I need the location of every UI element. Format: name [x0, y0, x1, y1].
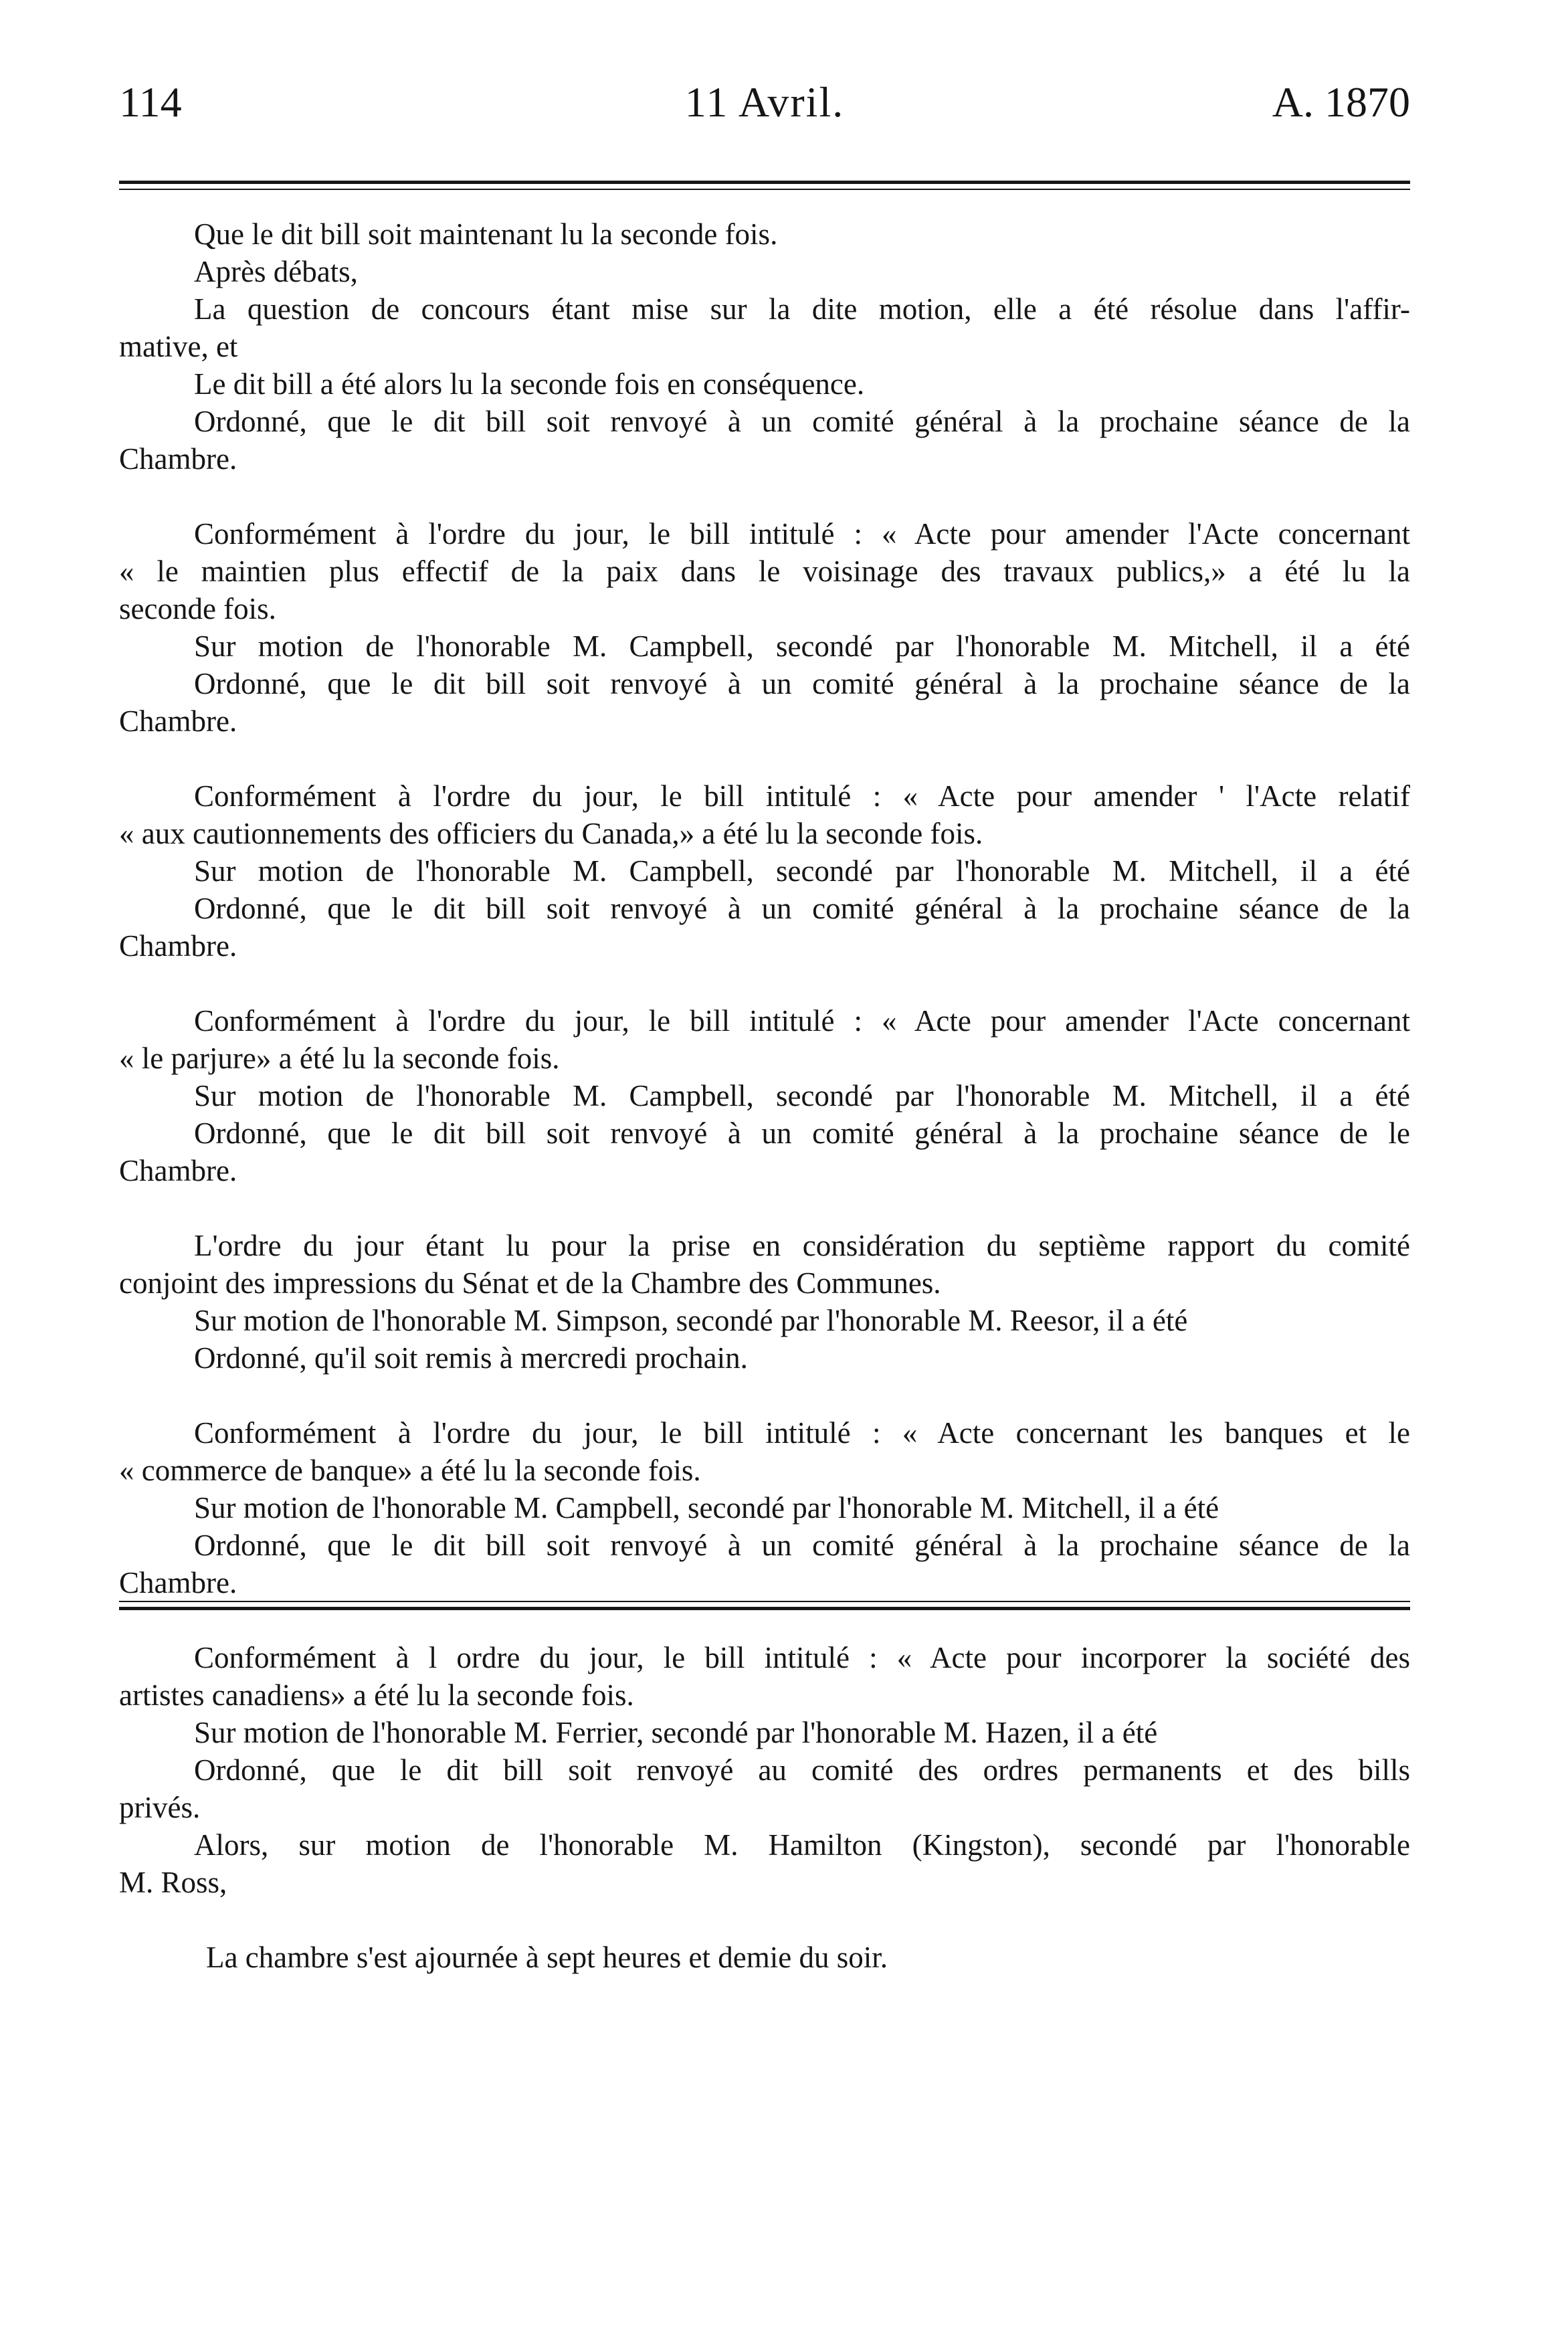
text-line: Ordonné, que le dit bill soit renvoyé à un comité général à la prochaine séance de la	[194, 667, 1410, 700]
text-line: Conformément à l'ordre du jour, le bill intitulé : « Acte pour amender l'Acte concernant	[194, 1004, 1410, 1038]
paragraph	[119, 215, 1410, 478]
text-line: Chambre.	[119, 704, 237, 738]
text-line: Sur motion de l'honorable M. Campbell, secondé par l'honorable M. Mitchell, il a été	[194, 854, 1410, 888]
paragraph	[119, 777, 1410, 965]
page-header	[119, 72, 1410, 132]
text-line: Sur motion de l'honorable M. Ferrier, secondé par l'honorable M. Hazen, il a été	[194, 1716, 1158, 1749]
text-line: Ordonné, qu'il soit remis à mercredi prochain.	[194, 1341, 748, 1375]
page-date: 11 Avril.	[684, 78, 845, 126]
paragraph	[119, 515, 1410, 740]
text-line: Sur motion de l'honorable M. Simpson, secondé par l'honorable M. Reesor, il a été	[194, 1304, 1188, 1337]
footer-rule-thin	[119, 1601, 1410, 1602]
page-year: A. 1870	[1272, 78, 1410, 126]
paragraph	[119, 1227, 1410, 1377]
text-line: Ordonné, que le dit bill soit renvoyé à un comité général à la prochaine séance de la	[194, 405, 1410, 438]
text-line: Sur motion de l'honorable M. Campbell, secondé par l'honorable M. Mitchell, il a été	[194, 629, 1410, 663]
text-line: Le dit bill a été alors lu la seconde fois en conséquence.	[194, 367, 865, 401]
text-line: Ordonné, que le dit bill soit renvoyé au comité des ordres permanents et des bills	[194, 1753, 1410, 1787]
text-line: privés.	[119, 1791, 201, 1824]
document-body	[119, 215, 1410, 1976]
footer-rule-thick	[119, 1607, 1410, 1610]
text-line: Conformément à l'ordre du jour, le bill intitulé : « Acte pour amender ' l'Acte relatif	[194, 779, 1410, 813]
text-line: conjoint des impressions du Sénat et de la Chambre des Communes.	[119, 1266, 941, 1300]
header-rule-thick	[119, 181, 1410, 184]
text-line: « commerce de banque» a été lu la seconde fois.	[119, 1454, 701, 1487]
paragraph	[119, 1939, 1410, 1976]
text-line: Chambre.	[119, 1566, 237, 1599]
header-rule-thin	[119, 189, 1410, 190]
text-line: Après débats,	[194, 255, 358, 288]
text-line: artistes canadiens» a été lu la seconde fois.	[119, 1678, 634, 1712]
paragraph	[119, 1639, 1410, 1901]
text-line: La chambre s'est ajournée à sept heures et demie du soir.	[206, 1941, 888, 1974]
text-line: « le maintien plus effectif de la paix dans le voisinage des travaux publics,» a été lu la	[119, 555, 1410, 588]
text-line: Ordonné, que le dit bill soit renvoyé à un comité général à la prochaine séance de le	[194, 1116, 1410, 1150]
text-line: Conformément à l'ordre du jour, le bill intitulé : « Acte concernant les banques et le	[194, 1416, 1410, 1450]
text-line: Ordonné, que le dit bill soit renvoyé à un comité général à la prochaine séance de la	[194, 892, 1410, 925]
text-line: M. Ross,	[119, 1866, 227, 1899]
paragraph	[119, 1002, 1410, 1189]
text-line: « aux cautionnements des officiers du Canada,» a été lu la seconde fois.	[119, 817, 983, 850]
text-line: Chambre.	[119, 442, 237, 476]
text-line: Conformément à l ordre du jour, le bill intitulé : « Acte pour incorporer la société des	[194, 1641, 1410, 1674]
text-line: Alors, sur motion de l'honorable M. Hamilton (Kingston), secondé par l'honorable	[194, 1828, 1410, 1862]
text-line: seconde fois.	[119, 592, 276, 625]
page-number: 114	[119, 78, 182, 126]
text-line: mative, et	[119, 330, 238, 363]
text-line: « le parjure» a été lu la seconde fois.	[119, 1042, 560, 1075]
text-line: La question de concours étant mise sur la dite motion, elle a été résolue dans l'affir-	[194, 292, 1410, 326]
text-line: Chambre.	[119, 929, 237, 963]
text-line: Sur motion de l'honorable M. Campbell, secondé par l'honorable M. Mitchell, il a été	[194, 1079, 1410, 1112]
paragraph	[119, 1414, 1410, 1601]
text-line: Chambre.	[119, 1154, 237, 1187]
text-line: Sur motion de l'honorable M. Campbell, secondé par l'honorable M. Mitchell, il a été	[194, 1491, 1219, 1525]
text-line: Ordonné, que le dit bill soit renvoyé à un comité général à la prochaine séance de la	[194, 1529, 1410, 1562]
text-line: Que le dit bill soit maintenant lu la seconde fois.	[194, 217, 778, 251]
text-line: Conformément à l'ordre du jour, le bill intitulé : « Acte pour amender l'Acte concernant	[194, 517, 1410, 551]
text-line: L'ordre du jour étant lu pour la prise en considération du septième rapport du comité	[194, 1229, 1410, 1262]
